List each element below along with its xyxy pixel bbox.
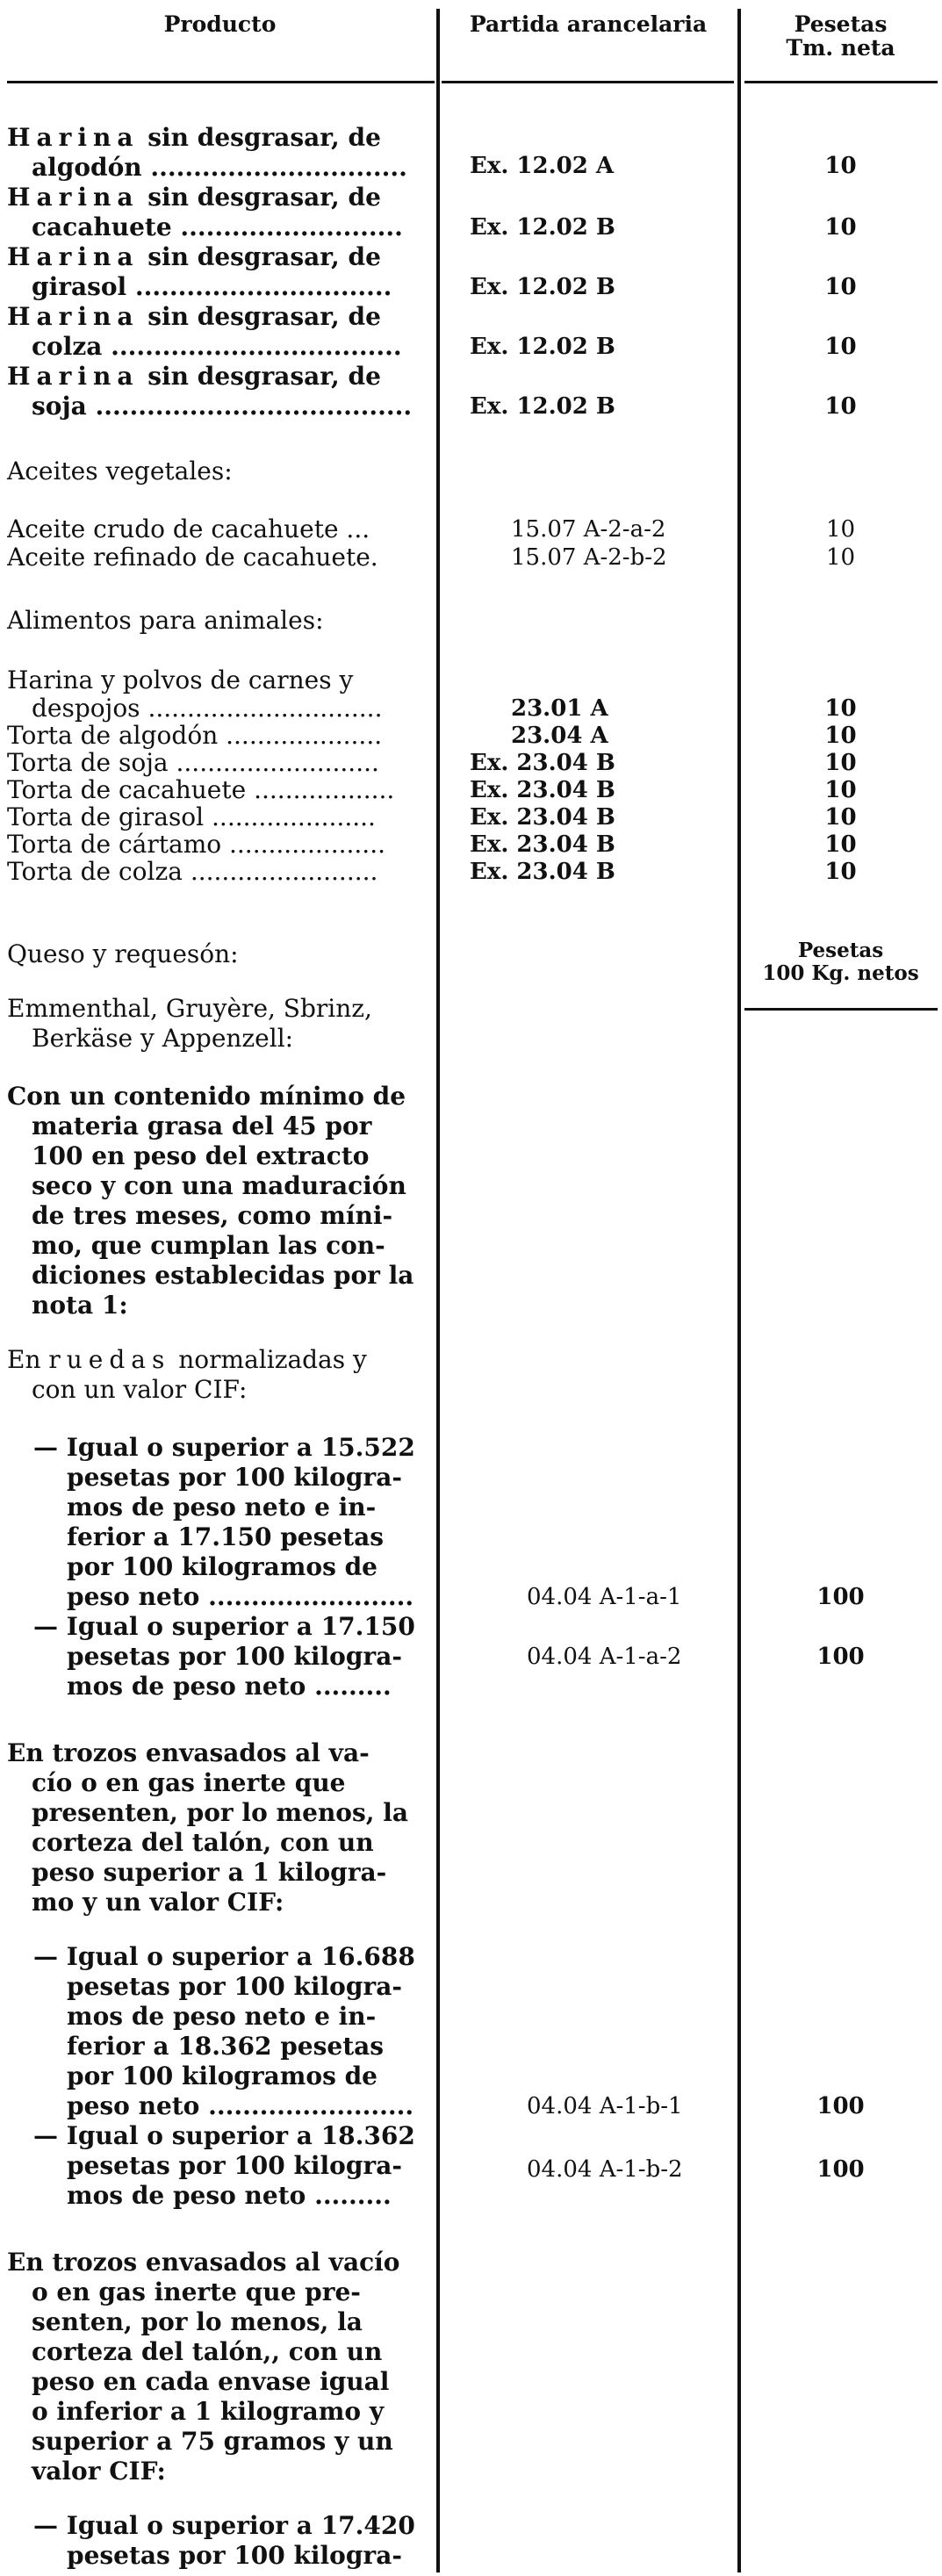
alimento-row-colza: Torta de colza ........................ (7, 857, 378, 886)
ruedas-item-2: — Igual o superior a 17.150 pesetas por 100 kilogra- mos de peso neto ......... (33, 1612, 415, 1701)
aceite-refinado-code: 15.07 A-2-b-2 (511, 544, 667, 571)
header-product: Producto (163, 11, 277, 37)
header-rule-product (7, 81, 435, 83)
alimento-value-soja: 10 (824, 750, 857, 776)
queso-heading: Queso y requesón: (7, 939, 239, 968)
harina-soja-code: Ex. 12.02 B (470, 393, 615, 420)
harina-girasol-code: Ex. 12.02 B (470, 274, 615, 300)
alimentos-heading: Alimentos para animales: (7, 606, 324, 635)
unit-header-kg-line1: Pesetas (797, 939, 884, 962)
alimento-code-cartamo: Ex. 23.04 B (470, 831, 615, 858)
trozos2-item-1: — Igual o superior a 17.420 pesetas por 100 kilogra- (33, 2511, 415, 2570)
ruedas-item-1-code: 04.04 A-1-a-1 (527, 1584, 682, 1610)
alimento-code-girasol: Ex. 23.04 B (470, 804, 615, 831)
harina-colza-label: Harina sin desgrasar, de colza .................................. (7, 302, 402, 361)
harina-colza-value: 10 (824, 334, 857, 360)
queso-trozos-1: En trozos envasados al va- cío o en gas inerte que presenten, por lo menos, la corteza del talón, con un peso superior a 1 kilogra- mo y un valor CIF: (7, 1738, 409, 1917)
ruedas-item-1: — Igual o superior a 15.522 pesetas por 100 kilogra- mos de peso neto e in- ferior a 17.150 pesetas por 100 kilogramos de peso neto ........................ (33, 1433, 415, 1611)
alimento-code-despojos: 23.01 A (511, 695, 608, 722)
harina-soja-value: 10 (824, 393, 857, 420)
alimento-value-cartamo: 10 (824, 831, 857, 858)
alimento-row-cacahuete: Torta de cacahuete .................. (7, 775, 395, 804)
header-pesetas-line2: Tm. neta (786, 35, 895, 61)
harina-colza-code: Ex. 12.02 B (470, 334, 615, 360)
ruedas-item-2-code: 04.04 A-1-a-2 (527, 1644, 682, 1670)
harina-algodon-value: 10 (824, 153, 857, 179)
harina-girasol-value: 10 (824, 274, 857, 300)
alimento-row-algodon: Torta de algodón .................... (7, 721, 383, 750)
alimento-row-despojos: despojos .............................. (32, 694, 383, 723)
aceite-crudo-label: Aceite crudo de cacahuete ... (7, 514, 370, 543)
unit-header-kg (746, 939, 935, 985)
alimento-value-algodon: 10 (824, 723, 857, 749)
alimento-value-colza: 10 (824, 859, 857, 885)
harina-algodon-code: Ex. 12.02 A (470, 153, 615, 179)
header-rule-pesetas (744, 81, 938, 83)
alimento-code-algodon: 23.04 A (511, 723, 608, 749)
alimento-code-cacahuete: Ex. 23.04 B (470, 777, 615, 803)
alimento-row-soja: Torta de soja .......................... (7, 748, 379, 777)
unit-header-kg-line2: 100 Kg. netos (762, 961, 919, 985)
unit-rule-pesetas-kg (744, 1008, 938, 1011)
ruedas-item-1-value: 100 (816, 1584, 865, 1610)
trozos1-item-1: — Igual o superior a 16.688 pesetas por 100 kilogra- mos de peso neto e in- ferior a 18.362 pesetas por 100 kilogramos de peso neto ........................ (33, 1942, 415, 2120)
queso-conditions: Con un contenido mínimo de materia grasa del 45 por 100 en peso del extracto seco y con una maduración de tres meses, como míni- mo, que cumplan las con- diciones establecidas por la nota 1: (7, 1082, 414, 1320)
alimento-value-girasol: 10 (824, 804, 857, 831)
alimento-row-cartamo: Torta de cártamo .................... (7, 830, 386, 859)
alimento-value-despojos: 10 (824, 695, 857, 722)
trozos1-item-2-value: 100 (816, 2156, 865, 2183)
header-pesetas (746, 12, 935, 60)
trozos1-item-2-code: 04.04 A-1-b-2 (527, 2156, 683, 2183)
queso-types: Emmenthal, Gruyère, Sbrinz, Berkäse y Appenzell: (7, 994, 372, 1053)
harina-cacahuete-value: 10 (824, 214, 857, 241)
header-partida: Partida arancelaria (469, 11, 708, 37)
harina-cacahuete-label: Harina sin desgrasar, de cacahuete .......................... (7, 183, 403, 241)
harina-algodon-label: Harina sin desgrasar, de algodón .............................. (7, 123, 407, 182)
harina-carnes-label: Harina y polvos de carnes y (7, 666, 354, 694)
queso-ruedas: En ruedas normalizadas y con un valor CIF: (7, 1345, 367, 1404)
aceites-heading: Aceites vegetales: (7, 457, 233, 486)
alimento-code-soja: Ex. 23.04 B (470, 750, 615, 776)
alimento-code-colza: Ex. 23.04 B (470, 859, 615, 885)
alimento-row-girasol: Torta de girasol ..................... (7, 802, 376, 831)
aceite-refinado-label: Aceite refinado de cacahuete. (7, 543, 378, 572)
header-pesetas-line1: Pesetas (794, 11, 888, 37)
column-divider-left (436, 9, 440, 2572)
harina-girasol-label: Harina sin desgrasar, de girasol .............................. (7, 242, 392, 301)
trozos1-item-1-value: 100 (816, 2093, 865, 2119)
aceite-crudo-code: 15.07 A-2-a-2 (511, 516, 666, 543)
ruedas-item-2-value: 100 (816, 1644, 865, 1670)
alimento-value-cacahuete: 10 (824, 777, 857, 803)
header-rule-partida (442, 81, 734, 83)
aceite-refinado-value: 10 (825, 544, 856, 571)
aceite-crudo-value: 10 (825, 516, 856, 543)
trozos1-item-2: — Igual o superior a 18.362 pesetas por 100 kilogra- mos de peso neto ......... (33, 2121, 415, 2210)
column-divider-right (737, 9, 741, 2572)
trozos1-item-1-code: 04.04 A-1-b-1 (527, 2093, 683, 2119)
queso-trozos-2: En trozos envasados al vacío o en gas inerte que pre- senten, por lo menos, la corteza del talón,, con un peso en cada envase igual o inferior a 1 kilogramo y superior a 75 gramos y un valor CIF: (7, 2248, 400, 2486)
harina-soja-label: Harina sin desgrasar, de soja ..................................... (7, 362, 413, 421)
harina-cacahuete-code: Ex. 12.02 B (470, 214, 615, 241)
